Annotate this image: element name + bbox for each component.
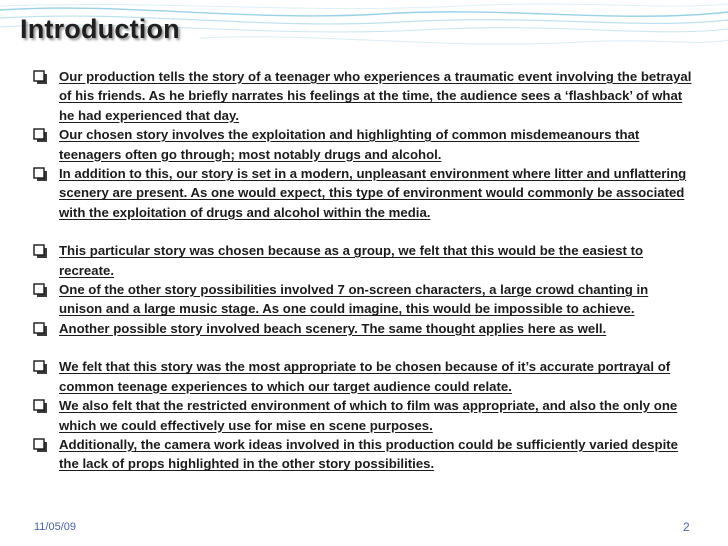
bullet-text: Additionally, the camera work ideas involved in this production could be sufficiently varied despite the lack of props highlighted in the other story possibilities.: [59, 436, 678, 472]
bullet-item: [33, 280, 693, 319]
footer-date: 11/05/09: [34, 521, 77, 533]
checkbox-bullet-icon: [33, 128, 48, 143]
bullet-list: [33, 67, 693, 474]
checkbox-bullet-icon: [33, 70, 48, 85]
checkbox-bullet-icon: [33, 399, 48, 414]
bullet-text: Another possible story involved beach scenery. The same thought applies here as well.: [59, 320, 607, 336]
bullet-text: This particular story was chosen because as a group, we felt that this would be the easiest to recreate.: [59, 243, 644, 278]
checkbox-bullet-icon: [33, 360, 48, 375]
checkbox-bullet-icon: [33, 167, 48, 182]
bullet-item: [33, 357, 693, 396]
bullet-item: [33, 241, 693, 280]
bullet-item: [33, 67, 693, 125]
checkbox-bullet-icon: [33, 322, 48, 337]
bullet-text: We felt that this story was the most appropriate to be chosen because of it’s accurate portrayal of common teenage experiences to which our target audience could relate.: [59, 359, 671, 394]
bullet-item: [33, 396, 693, 435]
bullet-text: In addition to this, our story is set in a modern, unpleasant environment where litter and unflattering scenery are present. As one would expect, this type of environment would commonly be associated with the exploitation of drugs and alcohol within the media.: [59, 166, 687, 220]
checkbox-bullet-icon: [33, 244, 48, 259]
bullet-text: Our chosen story involves the exploitation and highlighting of common misdemeanours that teenagers often go through; most notably drugs and alcohol.: [59, 127, 640, 162]
page-number: 2: [683, 520, 690, 534]
bullet-item: [33, 125, 693, 164]
bullet-item: [33, 164, 693, 222]
bullet-text: One of the other story possibilities involved 7 on-screen characters, a large crowd chanting in unison and a large music stage. As one could imagine, this would be impossible to achieve.: [59, 282, 649, 317]
bullet-text: Our production tells the story of a teenager who experiences a traumatic event involving the betrayal of his friends. As he briefly narrates his feelings at the time, the audience sees a ‘flashback’ of what he had experienced that day.: [59, 69, 692, 123]
slide-title: Introduction: [20, 14, 180, 44]
bullet-item: [33, 319, 693, 338]
checkbox-bullet-icon: [33, 283, 48, 298]
bullet-text: We also felt that the restricted environment of which to film was appropriate, and also the only one which we could effectively use for mise en scene purposes.: [59, 398, 678, 433]
checkbox-bullet-icon: [33, 438, 48, 453]
bullet-item: [33, 435, 693, 474]
